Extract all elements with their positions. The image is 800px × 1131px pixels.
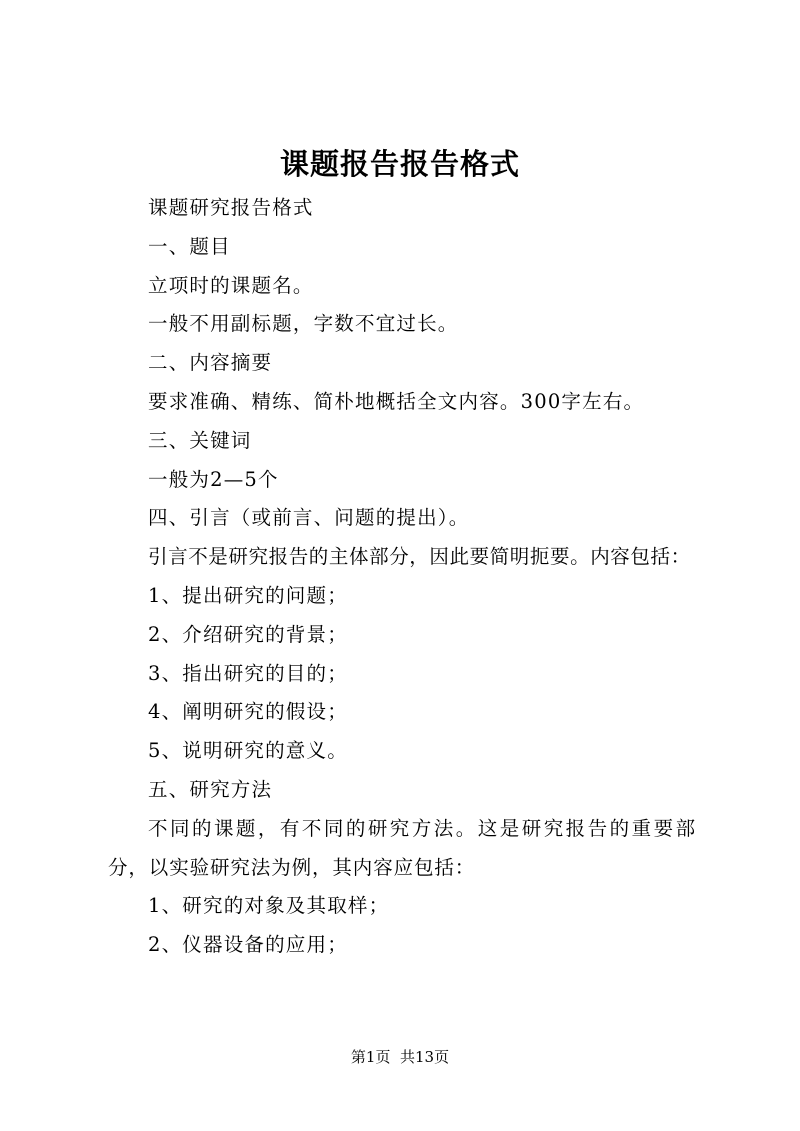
page-footer xyxy=(0,1046,800,1068)
paragraph: 引言不是研究报告的主体部分，因此要简明扼要。内容包括： xyxy=(148,545,691,569)
section-heading: 三、关键词 xyxy=(148,428,252,452)
paragraph: 要求准确、精练、简朴地概括全文内容。300字左右。 xyxy=(148,389,645,413)
list-item: 1、研究的对象及其取样； xyxy=(148,894,390,918)
document-body xyxy=(108,189,708,965)
paragraph: 课题研究报告格式 xyxy=(148,196,314,219)
section-heading: 四、引言（或前言、问题的提出）。 xyxy=(148,506,470,530)
list-item: 3、指出研究的目的； xyxy=(148,661,348,685)
paragraph: 立项时的课题名。 xyxy=(148,273,314,297)
list-item: 2、仪器设备的应用； xyxy=(148,933,348,957)
paragraph: 不同的课题，有不同的研究方法。这是研究报告的重要部分，以实验研究法为例，其内容应包括： xyxy=(108,816,696,879)
list-item: 1、提出研究的问题； xyxy=(148,583,348,607)
page-number-label: 第1页 共13页 xyxy=(350,1048,450,1066)
list-item: 5、说明研究的意义。 xyxy=(148,739,348,763)
document-title: 课题报告报告格式 xyxy=(279,147,520,181)
list-item: 2、介绍研究的背景； xyxy=(148,622,348,646)
paragraph: 一般为2—5个 xyxy=(148,467,279,491)
list-item: 4、阐明研究的假设； xyxy=(148,700,348,724)
section-heading: 五、研究方法 xyxy=(148,777,273,801)
paragraph: 一般不用副标题，字数不宜过长。 xyxy=(148,312,459,336)
section-heading: 一、题目 xyxy=(148,234,231,258)
section-heading: 二、内容摘要 xyxy=(148,351,273,375)
